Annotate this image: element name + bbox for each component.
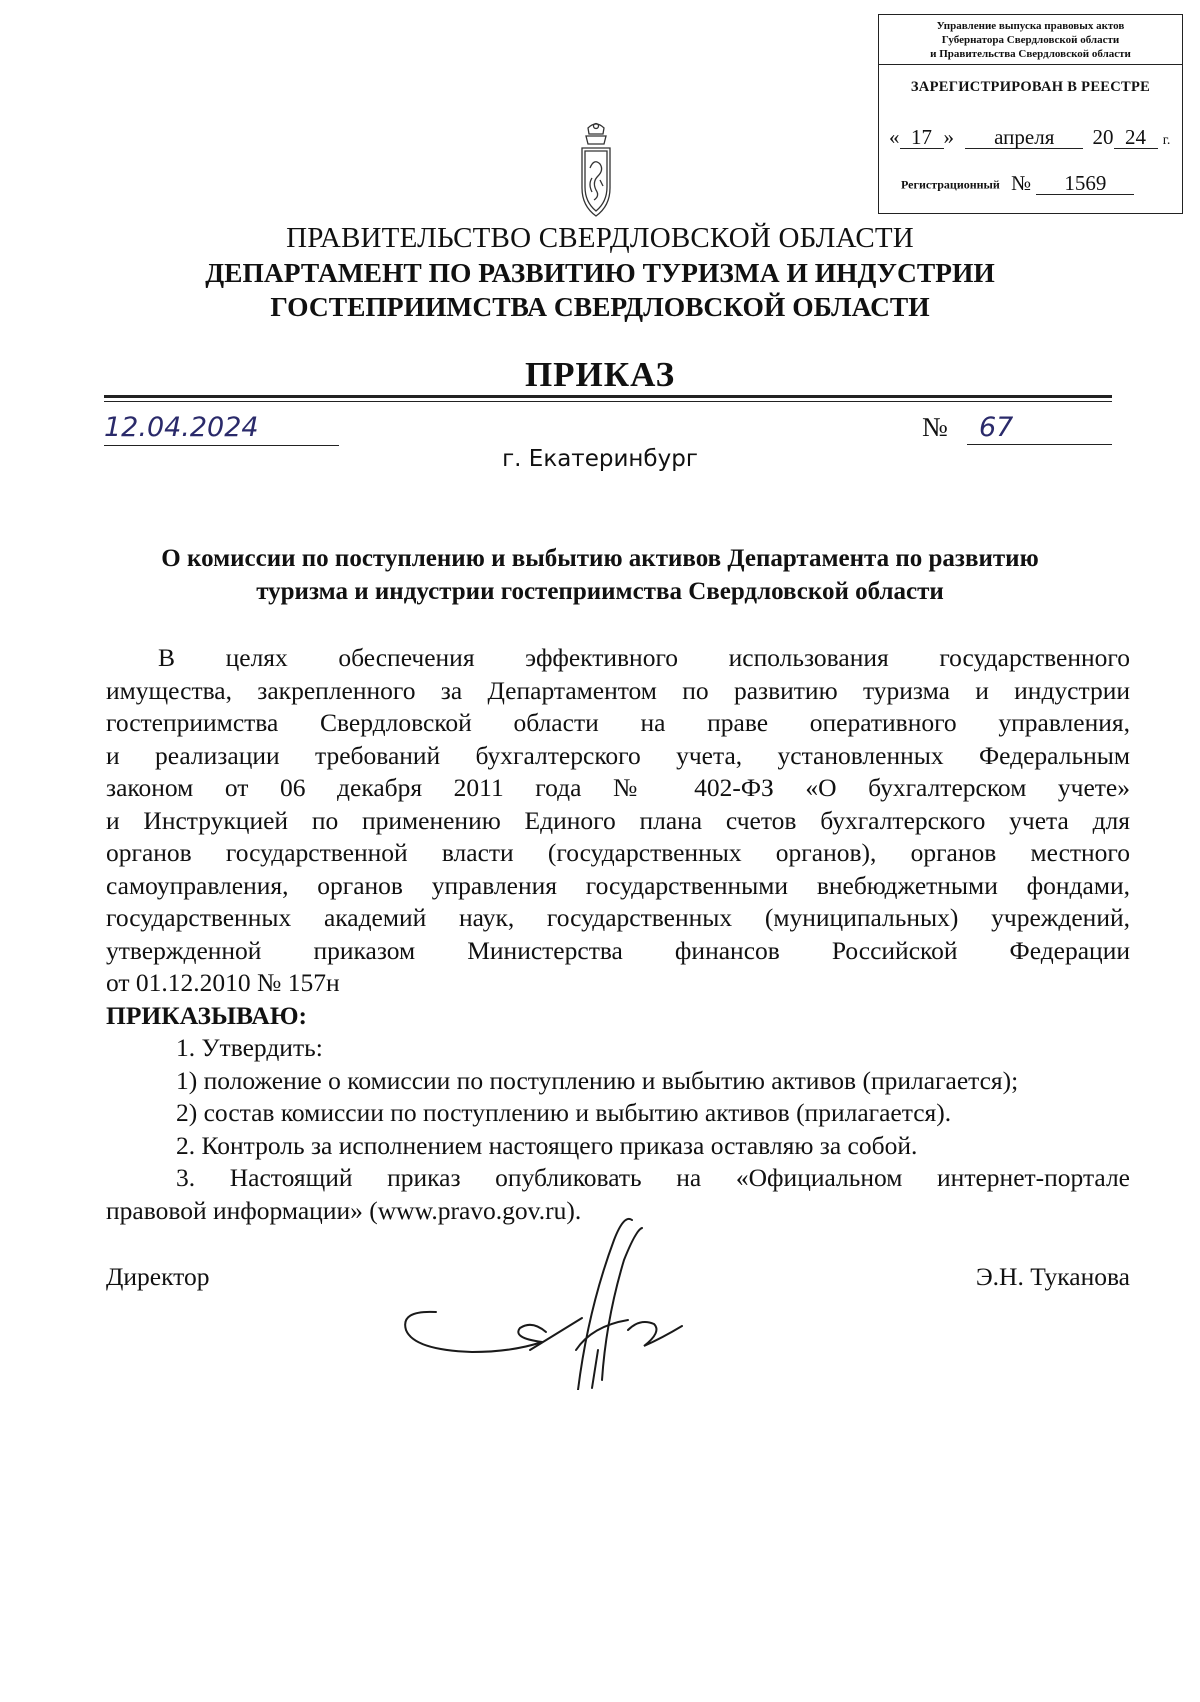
- city: г. Екатеринбург: [502, 446, 698, 472]
- preamble-line: органов государственной власти (государственных органов), органов местного: [106, 838, 1130, 867]
- header-rule-thin: [104, 401, 1112, 402]
- signatory-position: Директор: [106, 1262, 210, 1291]
- order-item-3-cont: правовой информации» (www.pravo.gov.ru).: [106, 1195, 582, 1225]
- preamble-line: имущества, закрепленного за Департаментом по развитию туризма и индустрии: [106, 675, 1130, 705]
- stamp-reg-label: Регистрационный: [901, 177, 1000, 192]
- department-name: [0, 256, 1200, 324]
- preamble-line: законом от 06 декабря 2011 года № 402-ФЗ «О бухгалтерском учете»: [106, 773, 1130, 802]
- stamp-day: 17: [900, 126, 944, 149]
- order-item-2: 2. Контроль за исполнением настоящего приказа оставляю за собой.: [176, 1130, 918, 1160]
- stamp-reg-number: [901, 171, 1134, 196]
- stamp-year-suffix: 24: [1114, 126, 1158, 149]
- stamp-month: апреля: [965, 126, 1083, 149]
- document-type: ПРИКАЗ: [524, 355, 676, 394]
- preamble-line: В целях обеспечения эффективного использования государственного: [158, 643, 1130, 672]
- stamp-year-prefix: 20: [1092, 125, 1114, 149]
- stamp-header-line: Управление выпуска правовых актов: [936, 20, 1125, 32]
- stamp-header-line: Губернатора Свердловской области: [941, 34, 1120, 46]
- stamp-registered-label: ЗАРЕГИСТРИРОВАН В РЕЕСТРЕ: [910, 79, 1151, 95]
- department-line: ДЕПАРТАМЕНТ ПО РАЗВИТИЮ ТУРИЗМА И ИНДУСТРИИ: [205, 257, 995, 288]
- order-date: 12.04.2024: [104, 411, 339, 446]
- order-item-1: 1. Утвердить:: [176, 1033, 323, 1062]
- handwritten-signature-icon: [392, 1200, 702, 1390]
- registry-stamp: [878, 14, 1183, 214]
- government-name: ПРАВИТЕЛЬСТВО СВЕРДЛОВСКОЙ ОБЛАСТИ: [286, 222, 914, 254]
- preamble-line: гостеприимства Свердловской области на праве оперативного управления,: [106, 708, 1130, 737]
- coat-of-arms-icon: [570, 120, 622, 224]
- preamble-line: и реализации требований бухгалтерского учета, установленных Федеральным: [106, 740, 1130, 770]
- preamble-line: самоуправления, органов управления государственными внебюджетными фондами,: [106, 870, 1130, 900]
- stamp-num-sign: №: [1011, 171, 1032, 195]
- preamble-line: утвержденной приказом Министерства финансов Российской Федерации: [106, 935, 1130, 965]
- stamp-quote-open: «: [889, 125, 900, 149]
- header-rule: [104, 395, 1112, 398]
- order-number-sign: №: [922, 412, 948, 442]
- order-word: ПРИКАЗЫВАЮ:: [106, 1000, 308, 1030]
- stamp-date: [889, 125, 1174, 150]
- order-number: 67: [967, 411, 1112, 445]
- stamp-header-line: и Правительства Свердловской области: [930, 48, 1131, 60]
- order-body: [106, 642, 1130, 1227]
- order-item-3: 3. Настоящий приказ опубликовать на «Официальном интернет-портале: [176, 1163, 1130, 1192]
- preamble-line: от 01.12.2010 № 157н: [106, 968, 340, 997]
- subject-line: туризма и индустрии гостеприимства Свердловской области: [256, 578, 944, 605]
- stamp-quote-close: »: [943, 125, 954, 149]
- signatory-name: Э.Н. Туканова: [975, 1262, 1130, 1291]
- department-line: ГОСТЕПРИИМСТВА СВЕРДЛОВСКОЙ ОБЛАСТИ: [270, 291, 930, 322]
- stamp-year-unit: г.: [1162, 133, 1171, 148]
- order-item-1-1: 1) положение о комиссии по поступлению и выбытию активов (прилагается);: [176, 1065, 1019, 1095]
- stamp-reg-value: 1569: [1036, 172, 1134, 195]
- stamp-header: [879, 15, 1182, 65]
- subject-line: О комиссии по поступлению и выбытию активов Департамента по развитию: [161, 545, 1039, 572]
- preamble-line: и Инструкцией по применению Единого плана счетов бухгалтерского учета для: [106, 805, 1130, 835]
- order-item-1-2: 2) состав комиссии по поступлению и выбытию активов (прилагается).: [176, 1098, 952, 1127]
- preamble-line: государственных академий наук, государственных (муниципальных) учреждений,: [106, 903, 1130, 932]
- order-subject: [0, 542, 1200, 608]
